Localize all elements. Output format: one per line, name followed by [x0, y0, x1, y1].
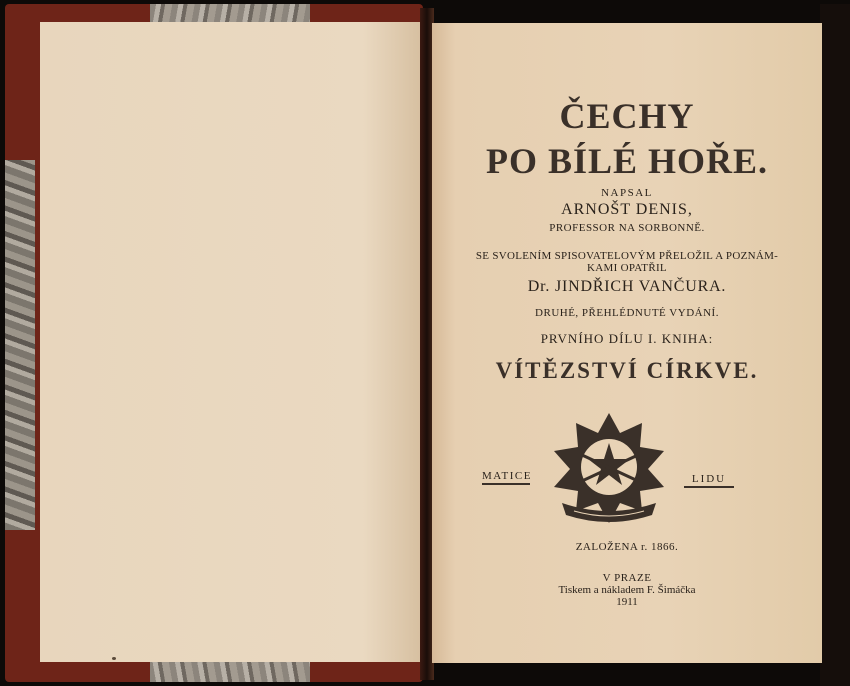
title-line-1: ČECHY [559, 96, 695, 136]
founded-note: ZALOŽENA r. 1866. [575, 541, 679, 553]
edition-note: DRUHÉ, PŘEHLÉDNUTÉ VYDÁNÍ. [535, 307, 719, 319]
permission-line-2: KAMI OPATŘIL [587, 262, 667, 274]
matice-label-right: LIDU [684, 473, 734, 488]
publisher-emblem-icon [548, 411, 670, 527]
book-edge-right [820, 4, 850, 686]
printer-line: Tiskem a nákladem F. Šimáčka [558, 584, 696, 596]
marbled-paper-bottom [150, 662, 310, 682]
marbled-paper-top [150, 4, 310, 22]
paper-speck [112, 657, 116, 660]
marbled-paper-left [5, 160, 35, 530]
title-page [432, 23, 822, 663]
napsal-label: NAPSAL [601, 187, 653, 199]
publication-year: 1911 [616, 596, 638, 608]
author-name: ARNOŠT DENIS, [561, 201, 693, 218]
blank-endpaper-page [40, 22, 420, 662]
subtitle: VÍTĚZSTVÍ CÍRKVE. [495, 358, 759, 383]
part-heading: PRVNÍHO DÍLU I. KNIHA: [540, 331, 714, 346]
title-line-2: PO BÍLÉ HOŘE. [485, 141, 769, 181]
author-role: PROFESSOR NA SORBONNĚ. [549, 222, 705, 234]
translator-name: Dr. JINDŘICH VANČURA. [527, 278, 727, 295]
publication-city: V PRAZE [602, 572, 652, 584]
permission-line-1: SE SVOLENÍM SPISOVATELOVÝM PŘELOŽIL A POZNÁM- [475, 250, 779, 262]
matice-label-left: MATICE [482, 470, 530, 485]
